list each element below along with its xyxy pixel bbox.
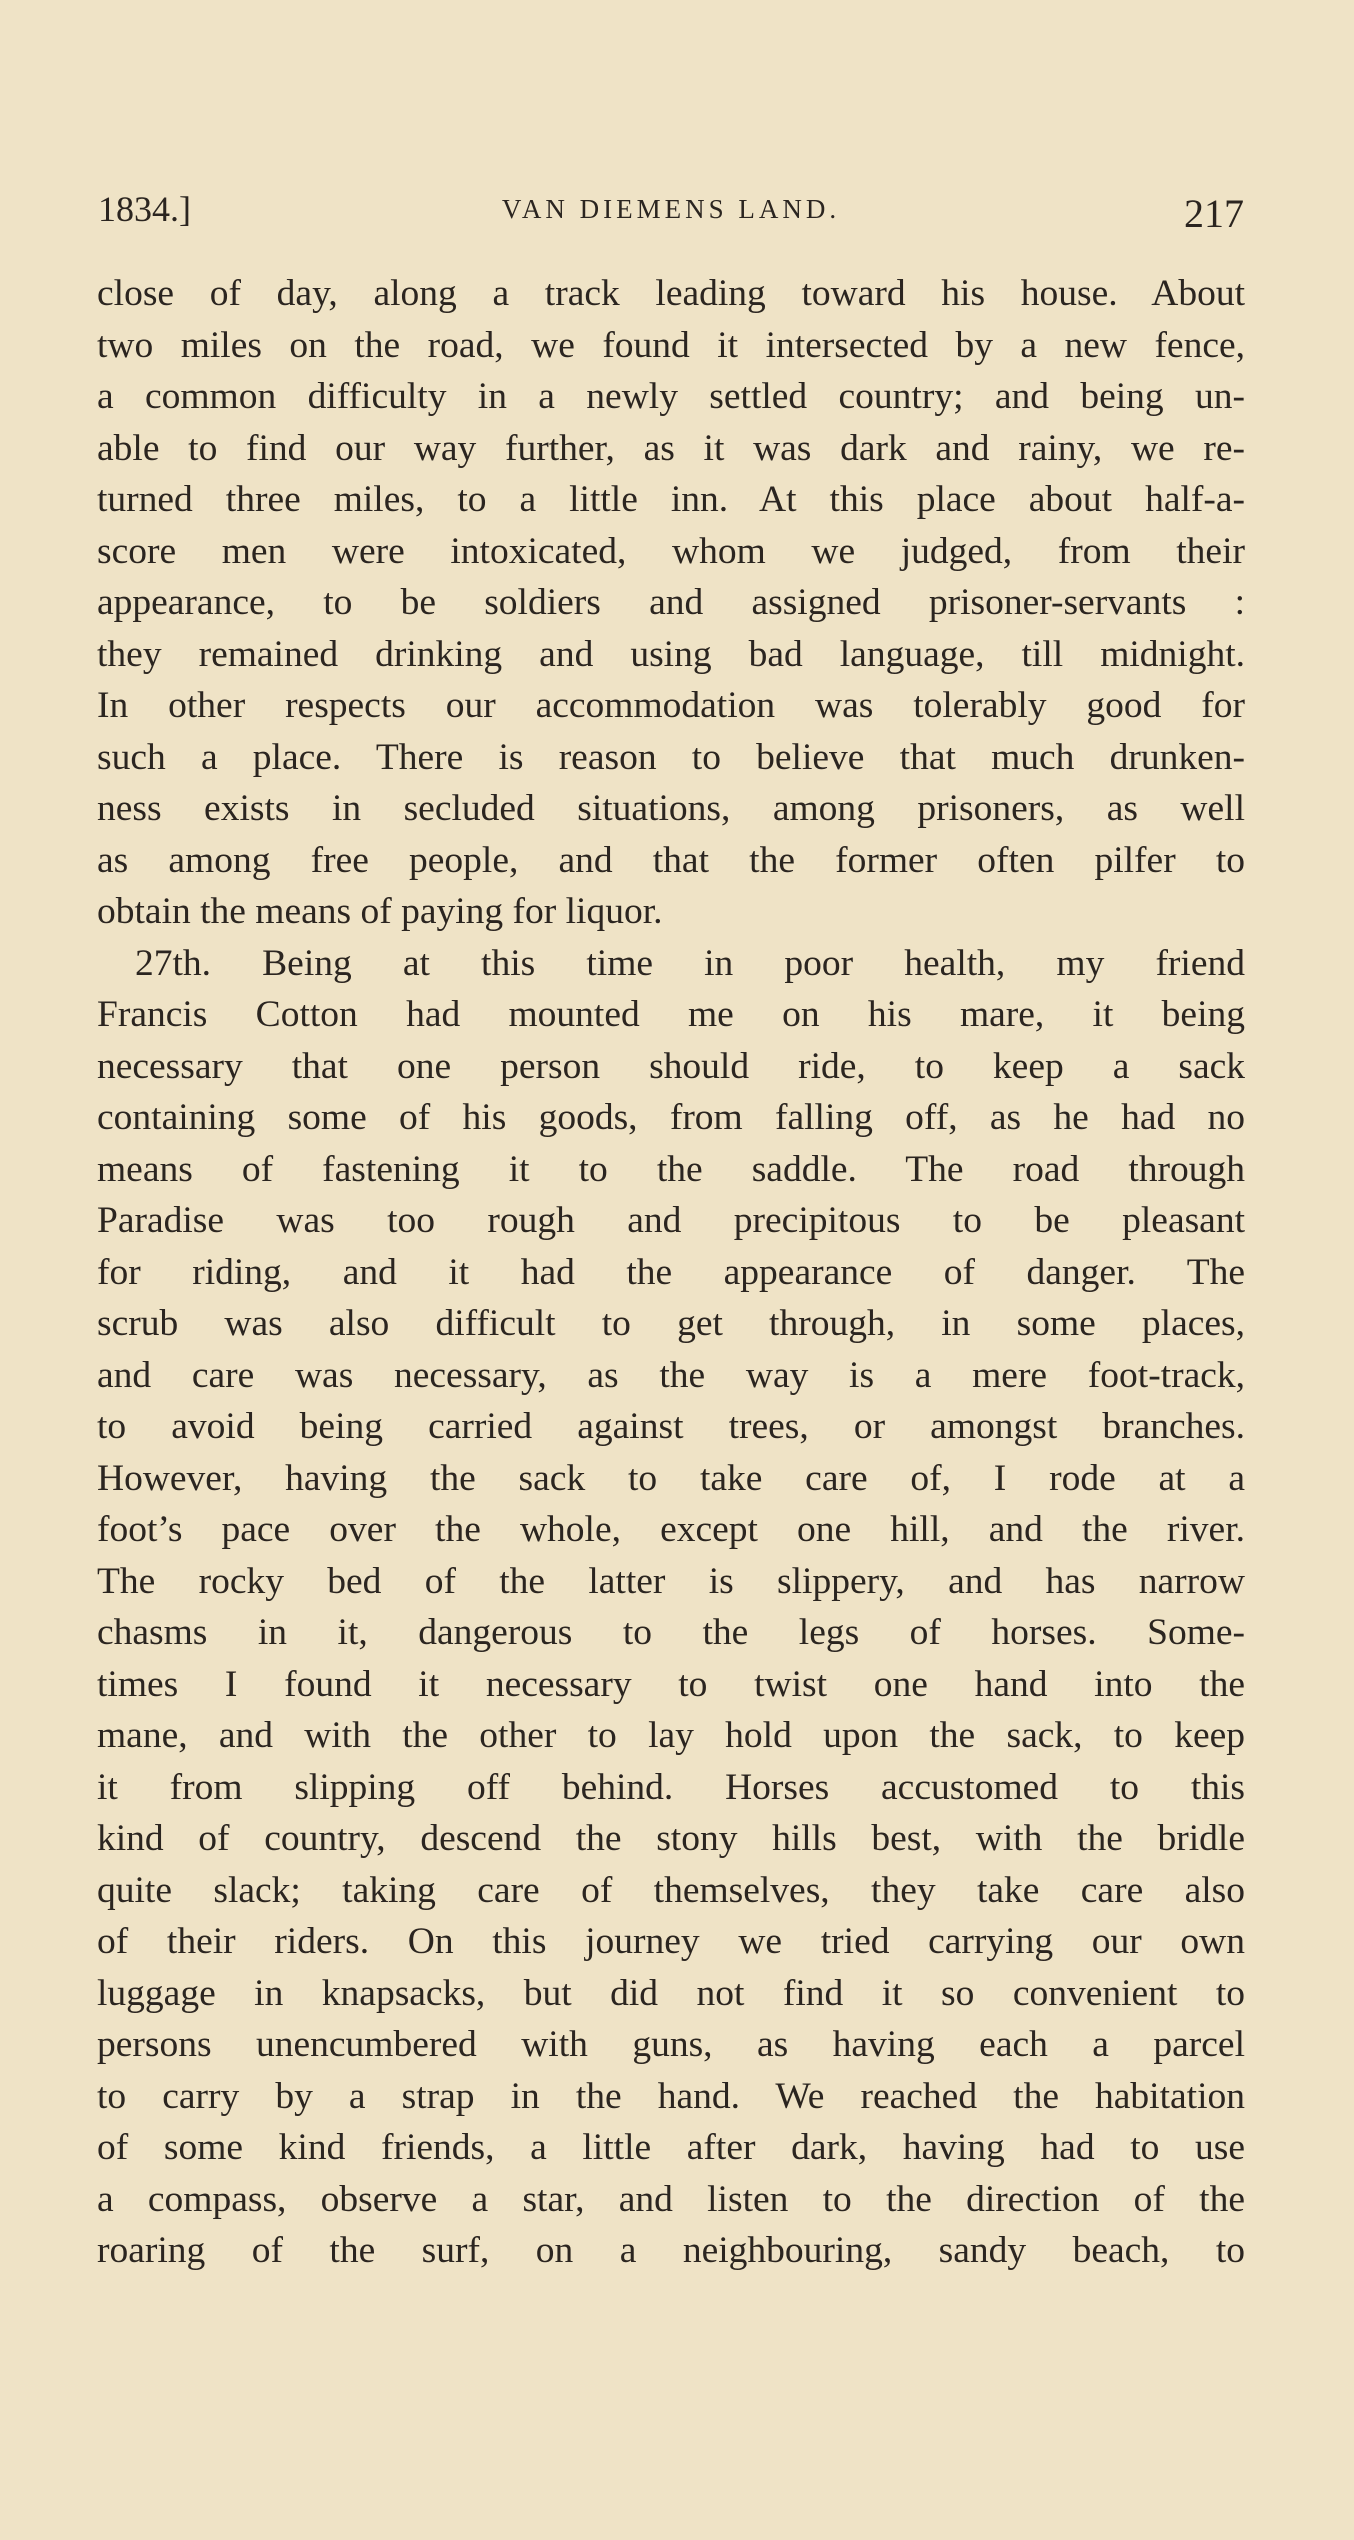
text-line: chasms in it, dangerous to the legs of horses. Some- [97, 1612, 1245, 1653]
text-line: score men were intoxicated, whom we judged, from their [97, 530, 1245, 572]
text-line: of some kind friends, a little after dark, having had to use [97, 2127, 1245, 2168]
text-line: kind of country, descend the stony hills best, with the bridle [97, 1818, 1245, 1859]
text-line: luggage in knapsacks, but did not find it so convenient to [97, 1972, 1245, 2014]
text-line: foot’s pace over the whole, except one hill, and the river. [97, 1509, 1245, 1550]
text-line: they remained drinking and using bad language, till midnight. [97, 633, 1245, 675]
text-line: persons unencumbered with guns, as having each a parcel [97, 2024, 1245, 2065]
text-line: to avoid being carried against trees, or amongst branches. [97, 1406, 1245, 1447]
paragraph-end-line: obtain the means of paying for liquor. [97, 891, 663, 932]
text-line: mane, and with the other to lay hold upon the sack, to keep [97, 1715, 1245, 1756]
text-line: to carry by a strap in the hand. We reached the habitation [97, 2075, 1245, 2117]
page-number: 217 [1184, 191, 1244, 236]
text-line: times I found it necessary to twist one hand into the [97, 1663, 1245, 1705]
text-line: The rocky bed of the latter is slippery, and has narrow [97, 1560, 1245, 1602]
paragraph-start-line: 27th. Being at this time in poor health, my friend [135, 942, 1245, 984]
text-line: containing some of his goods, from falling off, as he had no [97, 1097, 1245, 1138]
text-line: of their riders. On this journey we tried carrying our own [97, 1921, 1245, 1962]
text-line: close of day, along a track leading toward his house. About [97, 273, 1245, 314]
running-head-year: 1834.] [98, 189, 191, 229]
text-line: necessary that one person should ride, to keep a sack [97, 1045, 1245, 1087]
text-line: However, having the sack to take care of, I rode at a [97, 1457, 1245, 1499]
text-line: two miles on the road, we found it intersected by a new fence, [97, 324, 1245, 366]
text-line: In other respects our accommodation was tolerably good for [97, 685, 1245, 726]
text-line: appearance, to be soldiers and assigned prisoner-servants : [97, 582, 1245, 623]
running-head [98, 180, 1244, 240]
text-line: for riding, and it had the appearance of danger. The [97, 1251, 1245, 1293]
text-line: quite slack; taking care of themselves, they take care also [97, 1869, 1245, 1911]
body-text [97, 268, 1245, 2277]
text-line: scrub was also difficult to get through, in some places, [97, 1303, 1245, 1344]
text-line: means of fastening it to the saddle. The road through [97, 1148, 1245, 1190]
text-line: it from slipping off behind. Horses accustomed to this [97, 1766, 1245, 1808]
text-line: a common difficulty in a newly settled country; and being un- [97, 376, 1245, 417]
text-line: Francis Cotton had mounted me on his mare, it being [97, 994, 1245, 1035]
text-line: as among free people, and that the former often pilfer to [97, 839, 1245, 881]
text-line: a compass, observe a star, and listen to the direction of the [97, 2178, 1245, 2220]
text-line: able to find our way further, as it was dark and rainy, we re- [97, 427, 1245, 469]
text-line: and care was necessary, as the way is a mere foot-track, [97, 1354, 1245, 1396]
text-line: Paradise was too rough and precipitous to be pleasant [97, 1200, 1245, 1241]
text-line: roaring of the surf, on a neighbouring, sandy beach, to [97, 2230, 1245, 2271]
text-line: such a place. There is reason to believe that much drunken- [97, 736, 1245, 778]
text-line: ness exists in secluded situations, among prisoners, as well [97, 788, 1245, 829]
text-line: turned three miles, to a little inn. At this place about half-a- [97, 479, 1245, 520]
running-head-title: VAN DIEMENS LAND. [501, 194, 841, 224]
